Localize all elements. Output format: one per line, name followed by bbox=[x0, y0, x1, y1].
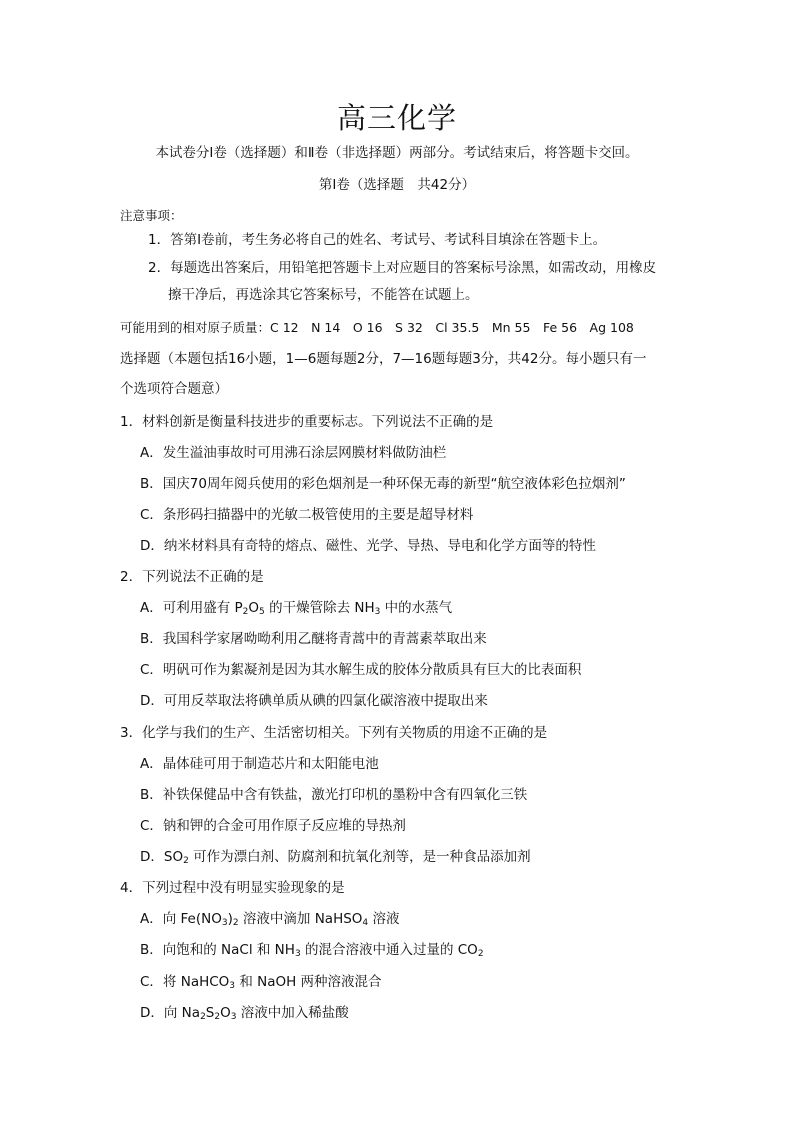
question-1-option-c: C．条形码扫描器中的光敏二极管使用的主要是超导材料 bbox=[140, 507, 474, 523]
question-1-option-a: A．发生溢油事故时可用沸石涂层网膜材料做防油栏 bbox=[140, 445, 447, 461]
question-2-stem: 2．下列说法不正确的是 bbox=[120, 569, 264, 585]
notice-heading: 注意事项： bbox=[120, 208, 183, 223]
exam-intro: 本试卷分Ⅰ卷（选择题）和Ⅱ卷（非选择题）两部分。考试结束后，将答题卡交回。 bbox=[155, 145, 639, 161]
notice-item-2-line-1: 2．每题选出答案后，用铅笔把答题卡上对应题目的答案标号涂黑，如需改动，用橡皮 bbox=[148, 260, 657, 276]
question-1-option-d: D．纳米材料具有奇特的熔点、磁性、光学、导热、导电和化学方面等的特性 bbox=[140, 538, 596, 554]
instructions-line-2: 个选项符合题意） bbox=[120, 381, 228, 397]
question-3-option-d: D．$SO_2$ 可作为漂白剂、防腐剂和抗氧化剂等，是一种食品添加剂 bbox=[140, 849, 531, 866]
notice-item-1: 1．答第Ⅰ卷前，考生务必将自己的姓名、考试号、考试科目填涂在答题卡上。 bbox=[148, 232, 607, 248]
question-2-option-a: A．可利用盛有 $P_2O_5$ 的干燥管除去 $NH_3$ 中的水蒸气 bbox=[140, 600, 453, 617]
question-4-option-a: A．向 $Fe(NO_3)_2$ 溶液中滴加 NaHSO$_4$ 溶液 bbox=[140, 911, 400, 928]
exam-title: 高三化学 bbox=[336, 101, 457, 135]
question-3-option-b: B．补铁保健品中含有铁盐，激光打印机的墨粉中含有四氧化三铁 bbox=[140, 787, 528, 803]
question-2-option-d: D．可用反萃取法将碘单质从碘的四氯化碳溶液中提取出来 bbox=[140, 693, 488, 709]
question-3-option-a: A．晶体硅可用于制造芯片和太阳能电池 bbox=[140, 756, 379, 772]
question-4-option-b: B．向饱和的 NaCl 和 $NH_3$ 的混合溶液中通入过量的 $CO_2$ bbox=[140, 942, 484, 959]
question-4-stem: 4．下列过程中没有明显实验现象的是 bbox=[120, 880, 345, 896]
question-3-option-c: C．钠和钾的合金可用作原子反应堆的导热剂 bbox=[140, 818, 406, 834]
instructions-line-1: 选择题（本题包括16小题，1—6题每题2分，7—16题每题3分，共42分。每小题只有一 bbox=[120, 351, 647, 367]
question-4-option-d: D．向 $Na_2S_2O_3$ 溶液中加入稀盐酸 bbox=[140, 1005, 349, 1022]
question-2-option-c: C．明矾可作为絮凝剂是因为其水解生成的胶体分散质具有巨大的比表面积 bbox=[140, 662, 582, 678]
atomic-masses: 可能用到的相对原子质量：C 12 N 14 O 16 S 32 Cl 35.5 Mn 55 Fe 56 Ag 108 bbox=[120, 320, 634, 335]
section-header: 第Ⅰ卷（选择题 共42分） bbox=[318, 177, 476, 193]
notice-item-2-line-2: 擦干净后，再选涂其它答案标号，不能答在试题上。 bbox=[168, 287, 479, 303]
question-1-stem: 1．材料创新是衡量科技进步的重要标志。下列说法不正确的是 bbox=[120, 414, 494, 430]
question-4-option-c: C．将 NaHCO$_3$ 和 NaOH 两种溶液混合 bbox=[140, 974, 382, 991]
question-1-option-b: B．国庆70周年阅兵使用的彩色烟剂是一种环保无毒的新型“航空液体彩色拉烟剂” bbox=[140, 476, 626, 492]
question-2-option-b: B．我国科学家屠呦呦利用乙醚将青蒿中的青蒿素萃取出来 bbox=[140, 631, 487, 647]
question-3-stem: 3．化学与我们的生产、生活密切相关。下列有关物质的用途不正确的是 bbox=[120, 725, 548, 741]
